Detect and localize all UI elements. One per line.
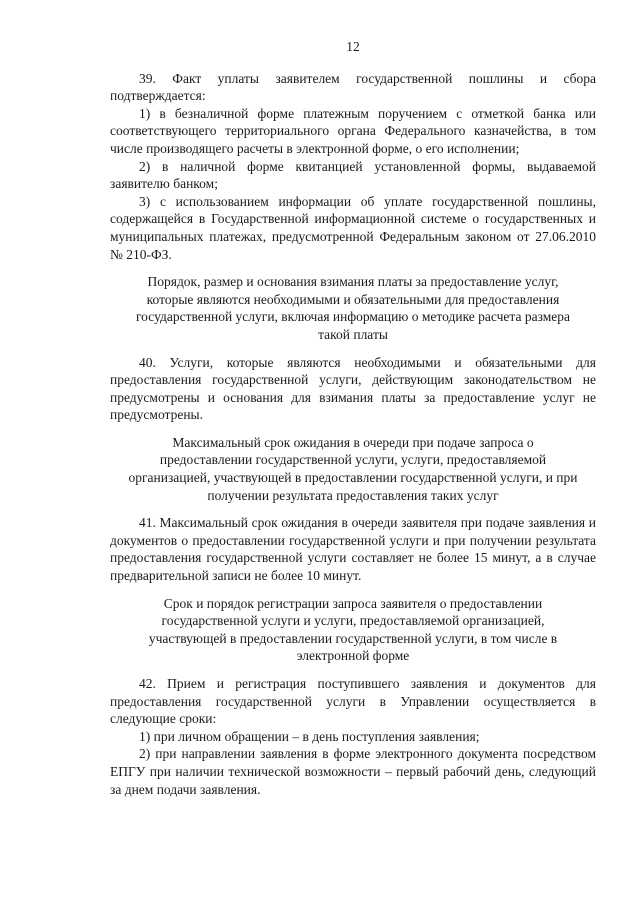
- section-heading-registration: Срок и порядок регистрации запроса заявителя о предоставлении государственной услуги и услуги, предоставляемой организацией, участвующей в предоставлении государственной услуги, в том числе в электронной форме: [148, 595, 558, 664]
- paragraph-39-item-1: 1) в безналичной форме платежным поручением с отметкой банка или соответствующего территориального органа Федерального казначейства, в том числе производящего расчеты в электронной форме, о его исполнении;: [110, 105, 596, 156]
- paragraph-39-item-3: 3) с использованием информации об уплате государственной пошлины, содержащейся в Государственной информационной системе о государственных и муниципальных платежах, предусмотренной Федеральным законом от 27.06.2010 № 210-ФЗ.: [110, 193, 596, 262]
- page-number: 12: [346, 39, 360, 54]
- paragraph-40: 40. Услуги, которые являются необходимыми и обязательными для предоставления государственной услуги, действующим законодательством не предусмотрены и основания для взимания платы за предоставление услуг не предусмотрены.: [110, 354, 596, 423]
- paragraph-39-item-2: 2) в наличной форме квитанцией установленной формы, выдаваемой заявителю банком;: [110, 158, 596, 192]
- paragraph-42-item-1: 1) при личном обращении – в день поступления заявления;: [139, 728, 480, 744]
- paragraph-39-intro: 39. Факт уплаты заявителем государственной пошлины и сбора подтверждается:: [110, 70, 596, 104]
- paragraph-42-intro: 42. Прием и регистрация поступившего заявления и документов для предоставления государственной услуги в Управлении осуществляется в следующие сроки:: [110, 676, 596, 727]
- section-heading-queue-time: Максимальный срок ожидания в очереди при подаче запроса о предоставлении государственной услуги, услуги, предоставляемой организацией, участвующей в предоставлении государственной услуги, и при получении результата предоставления таких услуг: [128, 434, 578, 503]
- section-heading-fees: Порядок, размер и основания взимания платы за предоставление услуг, которые являются необходимыми и обязательными для предоставления государственной услуги, включая информацию о методике расчета размера такой платы: [135, 274, 571, 342]
- paragraph-42-item-2: 2) при направлении заявления в форме электронного документа посредством ЕПГУ при наличии технической возможности – первый рабочий день, следующий за днем подачи заявления.: [110, 746, 596, 797]
- paragraph-41: 41. Максимальный срок ожидания в очереди заявителя при подаче заявления и документов о предоставлении государственной услуги и при получении результата предоставления государственной услуги составляет не более 15 минут, а в случае предварительной записи не более 10 минут.: [110, 515, 596, 584]
